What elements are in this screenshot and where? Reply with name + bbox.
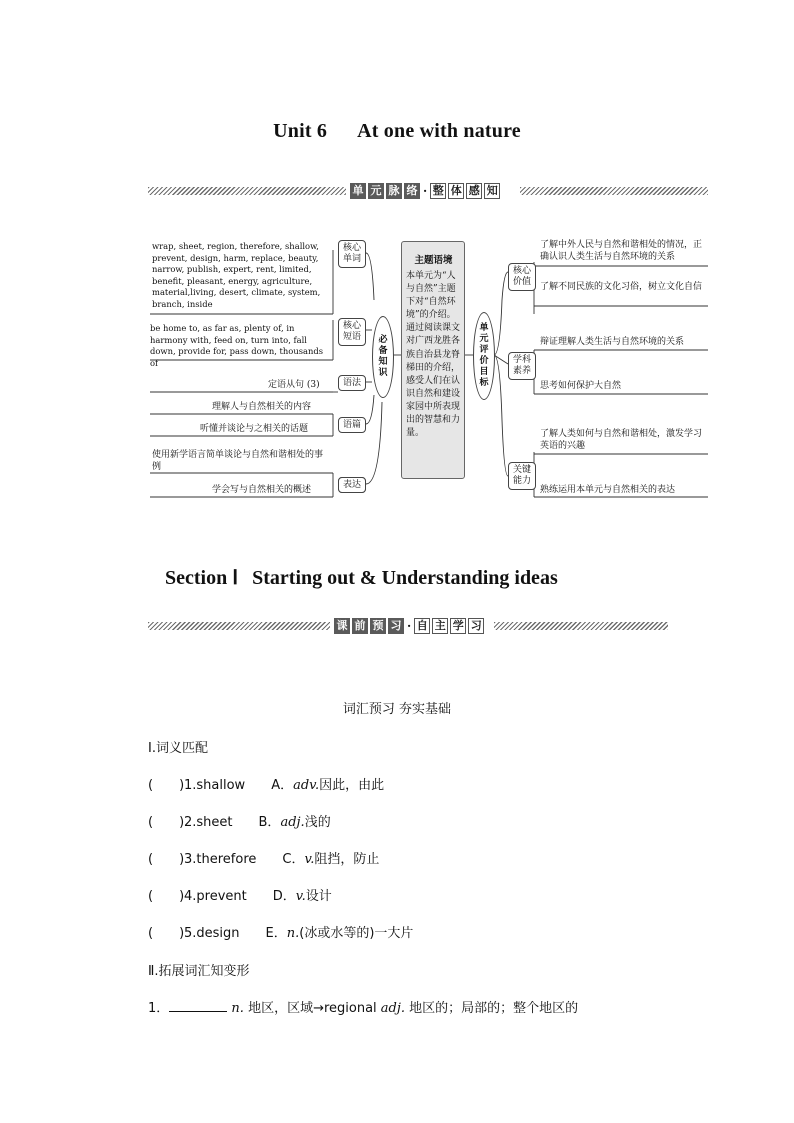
mindmap-lines bbox=[0, 0, 794, 540]
expression-text-1: 使用新学语言简单谈论与自然和谐相处的事例 bbox=[152, 450, 324, 472]
match-meaning: 因此，由此 bbox=[319, 778, 385, 793]
item-text: 地区的；局部的；整个地区的 bbox=[405, 1001, 579, 1016]
part-of-speech: n. bbox=[231, 1001, 244, 1016]
banner-char: 脉 bbox=[386, 183, 402, 199]
node-discourse: 语篇 bbox=[338, 417, 366, 433]
node-core-phrases: 核心短语 bbox=[338, 318, 366, 346]
ability-text-2: 熟练运用本单元与自然相关的表达 bbox=[540, 485, 676, 495]
unit-number: Unit 6 bbox=[273, 120, 328, 142]
core-values-text-2: 了解不同民族的文化习俗，树立文化自信 bbox=[540, 282, 703, 292]
grammar-text: 定语从句 (3) bbox=[268, 380, 320, 390]
answer-blank[interactable]: ( ) bbox=[148, 815, 185, 830]
core-vocabulary-list: wrap, sheet, region, therefore, shallow, prevent, design, harm, replace, beauty, narrow, publish, expert, rent, limited, benefit, pleasant, energy, agriculture, material,living, desert, climate, system, branch, inside bbox=[152, 241, 321, 309]
answer-blank[interactable]: ( ) bbox=[148, 926, 185, 941]
theme-context-box bbox=[401, 241, 465, 479]
banner-char: 整 bbox=[430, 183, 446, 199]
theme-context-body: 本单元为“人与自然”主题下对“自然环境”的介绍。通过阅读课文对广西龙胜各族自治县龙脊梯田的介绍，感受人们在认识自然和建设家园中所表现出的智慧和力量。 bbox=[406, 271, 461, 439]
banner-char: 自 bbox=[414, 618, 430, 634]
banner-char: 单 bbox=[350, 183, 366, 199]
node-key-ability: 关键能力 bbox=[508, 462, 536, 490]
match-meaning: 浅的 bbox=[304, 815, 331, 830]
answer-blank[interactable]: ( ) bbox=[148, 778, 185, 793]
part-of-speech: v. bbox=[295, 889, 306, 904]
expression-text-2: 学会写与自然相关的概述 bbox=[212, 485, 312, 495]
part1-heading: Ⅰ.词义匹配 bbox=[148, 741, 208, 756]
section-name: Starting out & Understanding ideas bbox=[252, 567, 558, 589]
theme-context-title: 主题语境 bbox=[414, 255, 453, 266]
match-option: B． bbox=[258, 815, 281, 830]
banner-dot: · bbox=[423, 184, 428, 198]
banner-char: 前 bbox=[352, 618, 368, 634]
part-of-speech: n. bbox=[286, 926, 300, 941]
essential-knowledge-label: 必备知识 bbox=[378, 335, 388, 378]
match-option: D． bbox=[272, 889, 296, 904]
match-item bbox=[148, 922, 413, 941]
banner-label bbox=[334, 617, 486, 635]
core-values-text-1: 了解中外人民与自然和谐相处的情况，正确认识人类生活与自然环境的关系 bbox=[540, 240, 703, 262]
section-title bbox=[165, 565, 558, 590]
part-of-speech: adv. bbox=[293, 778, 320, 793]
literacy-text-2: 思考如何保护大自然 bbox=[540, 381, 622, 391]
match-option: E． bbox=[265, 926, 287, 941]
match-option: A． bbox=[271, 778, 294, 793]
banner-dot: · bbox=[407, 619, 412, 633]
node-core-vocabulary: 核心单词 bbox=[338, 240, 366, 268]
banner-char: 课 bbox=[334, 618, 350, 634]
match-item bbox=[148, 774, 384, 793]
banner-hatch-left bbox=[148, 622, 330, 630]
match-word: 1.shallow bbox=[184, 778, 246, 793]
match-word: 2.sheet bbox=[184, 815, 233, 830]
part-of-speech: v. bbox=[304, 852, 315, 867]
banner-hatch-right bbox=[494, 622, 668, 630]
part-of-speech: adj. bbox=[280, 815, 305, 830]
match-item bbox=[148, 811, 331, 830]
banner-char: 习 bbox=[468, 618, 484, 634]
match-word: 3.therefore bbox=[184, 852, 257, 867]
node-grammar: 语法 bbox=[338, 375, 366, 391]
banner-char: 元 bbox=[368, 183, 384, 199]
essential-knowledge-ellipse bbox=[372, 316, 394, 398]
match-meaning: (冰或水等的)一大片 bbox=[299, 926, 414, 941]
banner-char: 预 bbox=[370, 618, 386, 634]
part-of-speech: adj. bbox=[380, 1001, 406, 1016]
match-option: C． bbox=[282, 852, 305, 867]
banner-preview-study bbox=[148, 616, 668, 636]
unit-name: At one with nature bbox=[357, 120, 521, 142]
banner-char: 感 bbox=[466, 183, 482, 199]
answer-blank[interactable]: ( ) bbox=[148, 889, 185, 904]
match-meaning: 阻挡，防止 bbox=[314, 852, 380, 867]
banner-char: 络 bbox=[404, 183, 420, 199]
vocab-preview-heading: 词汇预习 夯实基础 bbox=[342, 702, 452, 717]
banner-char: 主 bbox=[432, 618, 448, 634]
expand-item bbox=[148, 997, 578, 1016]
item-text: 地区，区域→regional bbox=[243, 1001, 381, 1016]
part2-heading: Ⅱ.拓展词汇知变形 bbox=[148, 964, 250, 979]
match-word: 4.prevent bbox=[184, 889, 247, 904]
banner-char: 体 bbox=[448, 183, 464, 199]
core-phrases-list: be home to, as far as, plenty of, in harmony with, feed on, turn into, fall down, provide for, pass down, thousands of bbox=[150, 323, 324, 368]
discourse-text-1: 理解人与自然相关的内容 bbox=[212, 402, 312, 412]
node-core-values: 核心价值 bbox=[508, 263, 536, 291]
match-meaning: 设计 bbox=[305, 889, 332, 904]
match-item bbox=[148, 848, 379, 867]
fill-blank[interactable] bbox=[169, 999, 227, 1012]
match-word: 5.design bbox=[184, 926, 240, 941]
section-label: Section Ⅰ bbox=[165, 567, 239, 589]
answer-blank[interactable]: ( ) bbox=[148, 852, 185, 867]
ability-text-1: 了解人类如何与自然和谐相处，激发学习英语的兴趣 bbox=[540, 429, 703, 451]
match-item bbox=[148, 885, 332, 904]
banner-char: 学 bbox=[450, 618, 466, 634]
discourse-text-2: 听懂并谈论与之相关的话题 bbox=[200, 424, 309, 434]
evaluation-goals-ellipse bbox=[473, 312, 495, 400]
node-expression-label: 表达 bbox=[338, 477, 366, 493]
item-number: 1． bbox=[148, 1001, 170, 1016]
banner-char: 习 bbox=[388, 618, 404, 634]
evaluation-goals-label: 单元评价目标 bbox=[479, 323, 489, 388]
banner-char: 知 bbox=[484, 183, 500, 199]
literacy-text-1: 辩证理解人类生活与自然环境的关系 bbox=[540, 337, 685, 347]
node-subject-literacy: 学科素养 bbox=[508, 352, 536, 380]
